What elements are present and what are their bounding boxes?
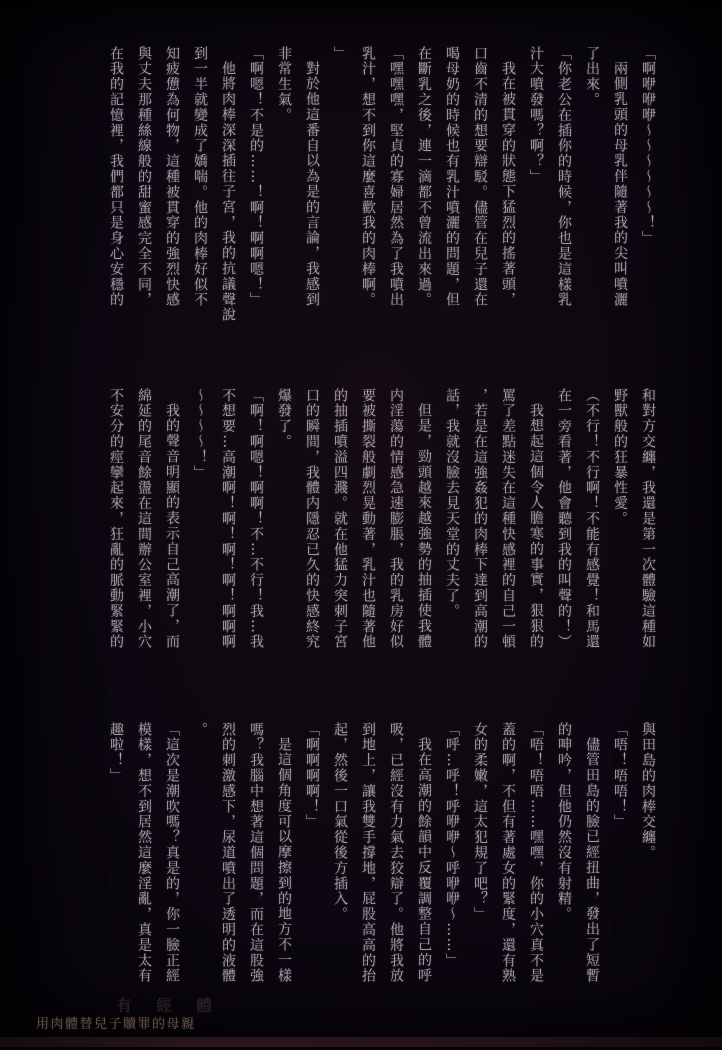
text-column: 「啊嗯！不是的……！啊！啊啊嗯！」 — [248, 46, 264, 308]
text-column: 綿延的尾音餘盪在這間辦公室裡，小穴 — [136, 388, 152, 650]
text-column: 非常生氣。 — [276, 46, 292, 123]
text-column: 對於他這番自以為是的言論，我感到 — [304, 61, 320, 308]
text-column: 「啊啊啊啊！」 — [304, 722, 320, 830]
text-column: （不行！不行啊！不能有感覺！和馬還 — [584, 388, 600, 650]
text-column: 與田島的肉棒交纏。 — [640, 722, 656, 861]
text-column: 「你老公在插你的時候，你也是這樣乳 — [556, 46, 572, 308]
text-column: 但是，勁頭越來越強勢的抽插使我體 — [416, 403, 432, 650]
text-column: 知疲憊為何物，這種被貫穿的強烈快感 — [164, 46, 180, 308]
text-column: 野獸般的狂暴性愛。 — [612, 388, 628, 527]
text-column: 要被撕裂般劇烈晃動著，乳汁也隨著他 — [360, 388, 376, 650]
text-column: 了出來。 — [584, 46, 600, 108]
text-column: 口的瞬間，我體内隱忍已久的快感終究 — [304, 388, 320, 650]
text-column: 。 — [192, 722, 208, 738]
text-column: 吸，已經沒有力氣去狡辯了。他將我放 — [388, 722, 404, 984]
text-column: 「呼…呼！呼咿咿～呼咿咿～……」 — [444, 722, 460, 969]
text-column: 的抽插噴溢四濺。就在他猛力突刺子宮 — [332, 388, 348, 650]
text-column: 我想起這個令人膽寒的事實，狠狠的 — [528, 403, 544, 650]
text-column: 口齒不清的想要辯駁。儘管在兒子還在 — [472, 46, 488, 308]
text-column: 蓋的啊，不但有著處女的緊度，還有熟 — [500, 722, 516, 984]
text-column: 」 — [332, 46, 348, 62]
scan-edge-top — [0, 0, 722, 7]
text-column: 烈的刺激感下，尿道噴出了透明的液體 — [220, 722, 236, 984]
text-band-top — [102, 46, 662, 366]
text-column: 我在被貫穿的狀態下猛烈的搖著頭， — [500, 61, 516, 308]
text-column: 嗎？我腦中想著這個問題，而在這股強 — [248, 722, 264, 984]
text-column: 兩側乳頭的母乳伴隨著我的尖叫噴灑 — [612, 61, 628, 308]
text-column: 「啊咿咿咿～～～～～～！」 — [640, 46, 656, 247]
text-column: 内淫蕩的情感急速膨脹，我的乳房好似 — [388, 388, 404, 650]
text-column: 在斷乳之後，連一滴都不曾流出來過。 — [416, 46, 432, 308]
text-column: ，若是在這強姦犯的肉棒下達到高潮的 — [472, 388, 488, 650]
text-column: 罵了差點迷失在這種快感裡的自己一頓 — [500, 388, 516, 650]
text-column: 到地上，讓我雙手撐地，屁股高高的抬 — [360, 722, 376, 984]
text-column: 女的柔嫩，這太犯規了吧？」 — [472, 722, 488, 923]
text-band-middle — [102, 388, 662, 708]
text-column: 與丈夫那種絲線般的甜蜜感完全不同， — [136, 46, 152, 308]
text-column: 和對方交纏，我還是第一次體驗這種如 — [640, 388, 656, 650]
text-column: 乳汁，想不到你這麼喜歡我的肉棒啊。 — [360, 46, 376, 308]
text-column: 到一半就變成了嬌喘。他的肉棒好似不 — [192, 46, 208, 308]
text-column: 的呻吟，但他仍然沒有射精。 — [556, 722, 572, 923]
text-column: ～～～～！」 — [192, 388, 208, 481]
text-column: 「唔！唔唔……嘿嘿，你的小穴真不是 — [528, 722, 544, 984]
text-column: 喝母奶的時候也有乳汁噴灑的問題，但 — [444, 46, 460, 308]
text-column: 儘管田島的臉已經扭曲，發出了短暫 — [584, 737, 600, 984]
text-column: 起，然後一口氣從後方插入。 — [332, 722, 348, 923]
text-column: 在我的記憶裡，我們都只是身心安穩的 — [108, 46, 124, 308]
text-column: 話，我就沒臉去見天堂的丈夫了。 — [444, 388, 460, 619]
text-column: 爆發了。 — [276, 388, 292, 450]
text-column: 模樣，想不到居然這麼淫亂，真是太有 — [136, 722, 152, 984]
text-column: 我在高潮的餘韻中反覆調整自己的呼 — [416, 737, 432, 984]
text-column: 「啊！啊嗯！啊啊！不…不行！我…我 — [248, 388, 264, 650]
text-column: 我的聲音明顯的表示自己高潮了，而 — [164, 403, 180, 650]
text-column: 不安分的痙攣起來，狂亂的脈動緊緊的 — [108, 388, 124, 650]
text-column: 「這次是潮吹嗎？真是的，你一臉正經 — [164, 722, 180, 984]
text-column: 「唔！唔唔！」 — [612, 722, 628, 830]
bleedthrough-text: 有經體 — [116, 996, 237, 1015]
text-column: 是這個角度可以摩擦到的地方不一樣 — [276, 737, 292, 984]
text-column: 他將肉棒深深插往子宮，我的抗議聲說 — [220, 61, 236, 323]
page-footer-title: 用肉體替兒子贖罪的母親 — [36, 1017, 196, 1032]
text-column: 不想要…高潮啊！啊！啊！啊！啊啊啊 — [220, 388, 236, 650]
text-column: 「嘿嘿嘿，堅貞的寡婦居然為了我噴出 — [388, 46, 404, 308]
text-column: 在一旁看著，他會聽到我的叫聲的！） — [556, 388, 572, 650]
text-column: 汁大噴發嗎？啊？」 — [528, 46, 544, 185]
text-column: 趣啦！」 — [108, 722, 124, 784]
